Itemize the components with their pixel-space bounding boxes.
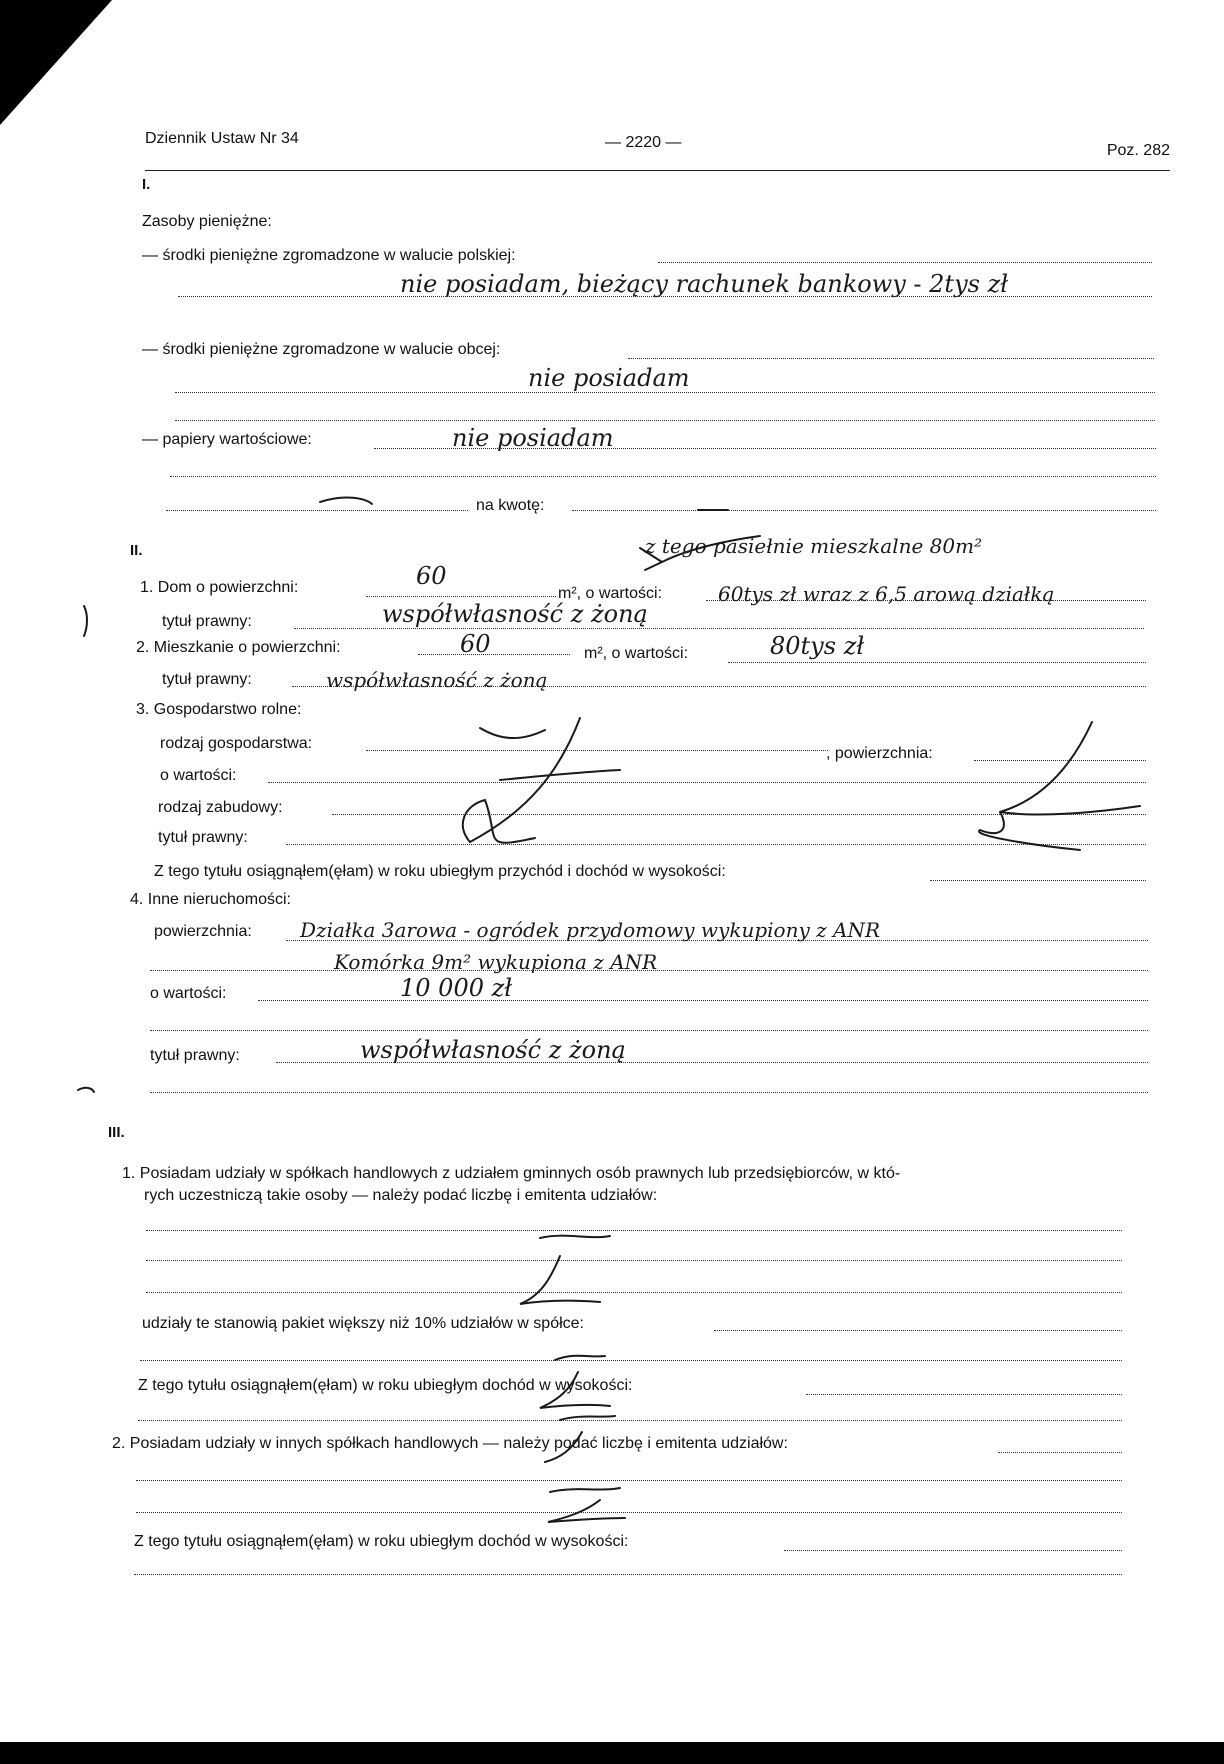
other-value-label: o wartości: (150, 985, 227, 1002)
flat-title-label: tytuł prawny: (162, 671, 252, 688)
farm-label: 3. Gospodarstwo rolne: (136, 701, 302, 718)
other-area-value-2: Komórka 9m² wykupiona z ANR (334, 950, 658, 974)
farm-income-label: Z tego tytułu osiągnąłem(ęłam) w roku ubiegłym przychód i dochód w wysokości: (154, 863, 726, 880)
shares-municipal-income-label: Z tego tytułu osiągnąłem(ęłam) w roku ubiegłym dochód w wysokości: (138, 1377, 633, 1394)
shares-other-income-label: Z tego tytułu osiągnąłem(ęłam) w roku ubiegłym dochód w wysokości: (134, 1533, 629, 1550)
securities-label: — papiery wartościowe: (142, 431, 312, 448)
section-1-number: I. (142, 176, 151, 193)
other-property-label: 4. Inne nieruchomości: (130, 891, 291, 908)
flat-area-label: 2. Mieszkanie o powierzchni: (136, 639, 341, 656)
shares-municipal-line-2: rych uczestniczą takie osoby — należy podać liczbę i emitenta udziałów: (144, 1187, 658, 1204)
other-value: 10 000 zł (400, 974, 513, 1002)
cash-pln-answer: nie posiadam, bieżący rachunek bankowy - 2tys zł (400, 270, 1008, 298)
position-number: Poz. 282 (1106, 142, 1170, 159)
farm-buildings-label: rodzaj zabudowy: (158, 799, 283, 816)
shares-other-label: 2. Posiadam udziały w innych spółkach handlowych — należy podać liczbę i emitenta udziałów: (112, 1435, 788, 1452)
farm-value-label: o wartości: (160, 767, 237, 784)
house-value: 60tys zł wraz z 6,5 arową działką (718, 582, 1055, 606)
other-area-value-1: Działka 3arowa - ogródek przydomowy wykupiony z ANR (300, 918, 881, 942)
cash-foreign-label: — środki pieniężne zgromadzone w walucie obcej: (142, 341, 501, 358)
other-title-label: tytuł prawny: (150, 1047, 240, 1064)
cash-pln-label: — środki pieniężne zgromadzone w walucie polskiej: (142, 247, 516, 264)
house-title-value: współwłasność z żoną (382, 600, 648, 628)
section-2-number: II. (130, 542, 143, 559)
page-number: — 2220 — (605, 134, 682, 151)
house-area-value: 60 (416, 562, 447, 590)
flat-area-value: 60 (460, 630, 491, 658)
section-3-number: III. (108, 1124, 125, 1141)
securities-answer: nie posiadam (452, 424, 614, 452)
journal-title: Dziennik Ustaw Nr 34 (145, 130, 299, 147)
farm-type-label: rodzaj gospodarstwa: (160, 735, 313, 752)
farm-title-label: tytuł prawny: (158, 829, 248, 846)
house-m2-label: m², o wartości: (558, 585, 663, 602)
house-area-label: 1. Dom o powierzchni: (140, 579, 299, 596)
house-title-label: tytuł prawny: (162, 613, 252, 630)
flat-value: 80tys zł (770, 632, 865, 660)
section-1-title: Zasoby pieniężne: (142, 213, 272, 230)
other-area-label: powierzchnia: (154, 923, 252, 940)
flat-title-value: współwłasność z żoną (326, 668, 548, 692)
farm-area-label: , powierzchnia: (826, 745, 933, 762)
house-area-note: z tego pasiełnie mieszkalne 80m² (645, 534, 983, 558)
shares-municipal-line-1: 1. Posiadam udziały w spółkach handlowych z udziałem gminnych osób prawnych lub przedsiębiorców, w któ- (122, 1165, 901, 1182)
shares-10pct-label: udziały te stanowią pakiet większy niż 10% udziałów w spółce: (142, 1315, 584, 1332)
scan-bottom-shadow (0, 1742, 1224, 1764)
cash-foreign-answer: nie posiadam (528, 364, 690, 392)
flat-m2-label: m², o wartości: (584, 645, 689, 662)
securities-amount-label: na kwotę: (476, 497, 545, 514)
other-title-value: współwłasność z żoną (360, 1036, 626, 1064)
